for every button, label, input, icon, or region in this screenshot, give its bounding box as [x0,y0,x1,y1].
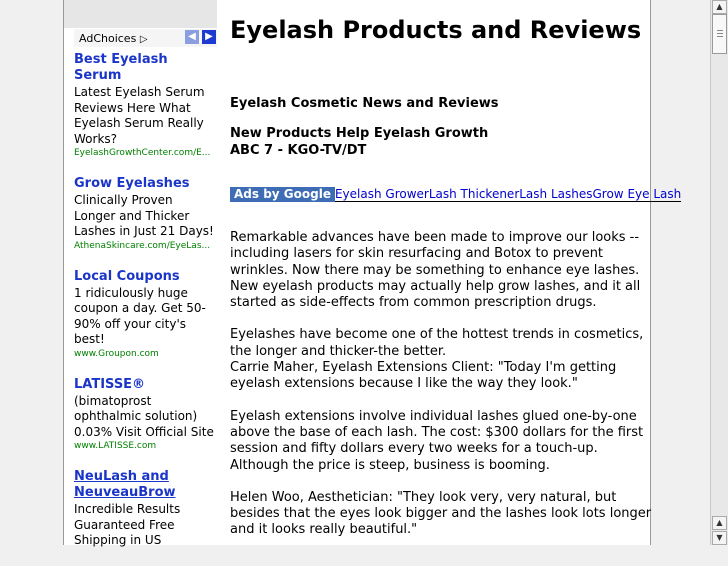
adchoices-link[interactable] [79,32,148,45]
inner-scroll-up-button[interactable] [712,516,727,530]
ad-url[interactable]: EyelashGrowthCenter.com/E... [74,148,211,158]
chevron-left-icon: ◀ [188,31,196,42]
ads-by-google-label[interactable]: Ads by Google [230,187,335,202]
sidebar-header-strip [64,0,217,28]
article-paragraph: Eyelashes have become one of the hottest trends in cosmetics, the longer and thicker-the better. [230,327,644,359]
news-headline [230,125,488,159]
scroll-thumb[interactable] [712,14,727,54]
ad-item [74,377,217,453]
ad-description: (bimatoprost ophthalmic solution) 0.03% Visit Official Site [74,393,214,439]
adchoices-triangle-icon: ▷ [139,34,148,45]
adchoices-bar [74,29,217,47]
page-title: Eyelash Products and Reviews [230,16,642,44]
ad-url[interactable]: AthenaSkincare.com/EyeLas... [74,240,211,251]
page-subtitle: Eyelash Cosmetic News and Reviews [230,96,499,111]
grip-line [717,36,723,37]
ad-item [74,469,217,549]
ad-title-link[interactable]: Best Eyelash Serum [74,52,168,83]
arrow-up-icon: ▲ [716,2,723,11]
adchoices-label: AdChoices [79,32,137,45]
headline-source: ABC 7 - KGO-TV/DT [230,143,367,158]
ad-title-link[interactable]: Local Coupons [74,268,180,284]
ad-item [74,176,217,252]
grip-line [717,30,723,31]
ad-list [74,52,217,566]
ad-title-link[interactable]: LATISSE® [74,376,146,392]
chevron-right-icon: ▶ [205,31,213,42]
ad-description: Latest Eyelash Serum Reviews Here What Eyelash Serum Really Works? [74,85,205,146]
ad-item [74,52,217,159]
google-ad-links-row [230,187,681,202]
page-frame [63,0,682,547]
main-content [230,0,682,545]
article-paragraph: Helen Woo, Aesthetician: "They look very, very natural, but besides that the eyes look bigger and the lashes look lots longer and it looks really beautiful." [230,489,652,538]
ad-title-link[interactable]: NeuLash and NeuveauBrow [74,469,176,500]
ad-link-eyelash-grower[interactable]: Eyelash Grower [334,187,429,201]
ad-description: Incredible Results Guaranteed Free Shipping in US [74,502,181,547]
ad-title-link[interactable]: Grow Eyelashes [74,176,190,191]
ad-sidebar [64,0,217,545]
article-paragraph: Eyelash extensions involve individual lashes glued one-by-one above the base of each lash. The cost: $300 dollars for the first session and fifty dollars every two weeks for a touch-up. Although the price is steep, business is booming. [230,408,644,473]
article-body [230,230,655,555]
arrow-up-icon: ▲ [716,518,723,527]
ad-description: 1 ridiculously huge coupon a day. Get 50-90% off your city's best! [74,285,206,346]
article-paragraph: Carrie Maher, Eyelash Extensions Client: "Today I'm getting eyelash extensions because I like the way they look." [230,360,617,392]
ad-link-lash-thickener[interactable]: Lash Thickener [428,187,520,201]
ad-prev-button[interactable] [185,30,199,44]
ad-url[interactable]: www.Groupon.com [74,348,159,359]
arrow-down-icon: ▼ [716,533,723,542]
ad-next-button[interactable] [202,30,216,44]
ad-url[interactable]: www.LATISSE.com [74,441,157,451]
page-scrollbar[interactable] [710,0,728,545]
ad-description: Clinically Proven Longer and Thicker Lashes in Just 21 Days! [74,193,214,238]
headline-text: New Products Help Eyelash Growth [230,126,489,141]
ad-item [74,269,217,360]
scroll-up-button[interactable] [712,0,727,14]
ad-link-grow-eye-lash[interactable]: Grow Eye Lash [592,187,682,201]
ad-link-lash-lashes[interactable]: Lash Lashes [519,187,593,201]
article-paragraph: Remarkable advances have been made to improve our looks -- including lasers for skin resurfacing and Botox to prevent wrinkles. Now there may be something to enhance eye lashes. New eyelash products may actually help grow lashes, and it all started as side-effects from common prescription drugs. [230,230,641,311]
scroll-down-button[interactable] [712,531,727,545]
grip-line [717,33,723,34]
